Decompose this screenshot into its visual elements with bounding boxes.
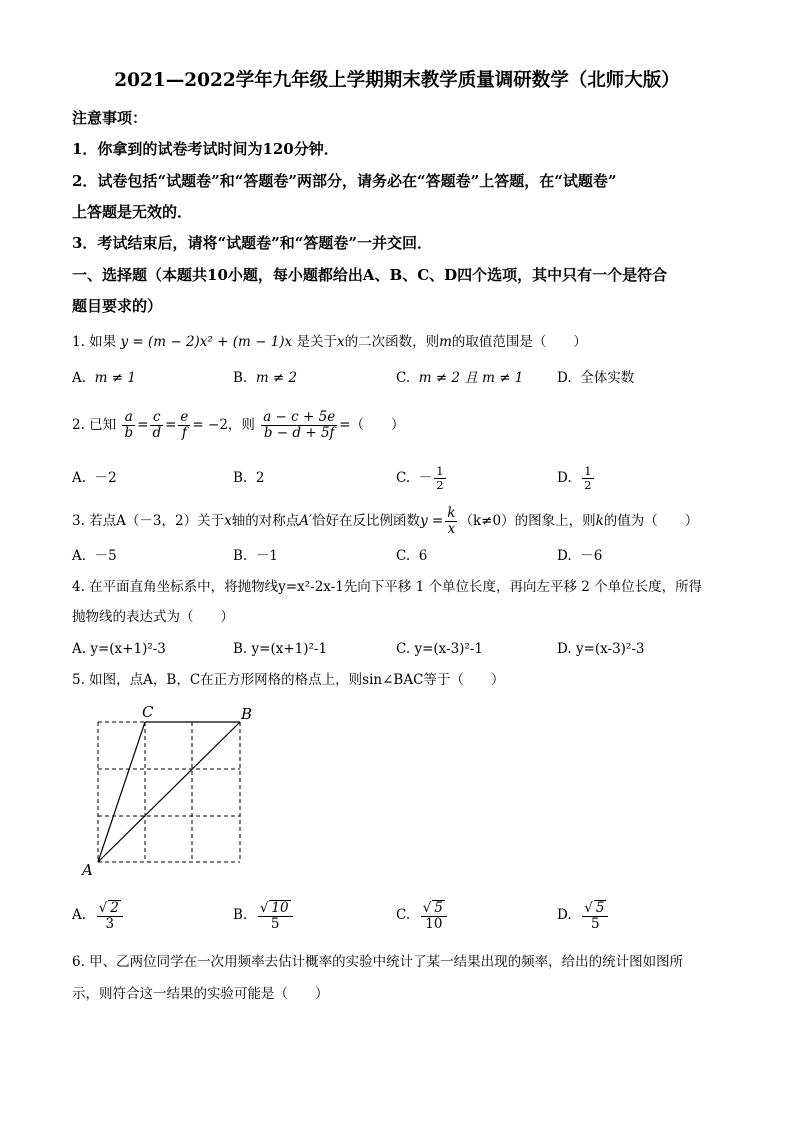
q1-var-m: m xyxy=(439,334,452,350)
q2-frac-c-d xyxy=(150,410,163,441)
frac-num: a xyxy=(122,410,135,426)
frac-den: 10 xyxy=(425,915,443,932)
option-label: A. xyxy=(72,907,87,923)
option-frac xyxy=(97,900,123,932)
q1-option-c[interactable] xyxy=(396,368,523,388)
question-6: 6. 甲、乙两位同学在一次用频率去估计概率的实验中统计了某一结果出现的频率，给出的统计图如图所 xyxy=(72,954,684,970)
question-3 xyxy=(72,504,698,538)
option-text: －2 xyxy=(94,470,117,486)
option-text: m ≠ 2 且 m ≠ 1 xyxy=(418,370,524,386)
segment-ab xyxy=(98,722,240,862)
radicand: 5 xyxy=(595,899,605,916)
point-label-a: A xyxy=(82,861,93,879)
option-frac xyxy=(258,900,293,932)
option-text: － xyxy=(418,470,433,486)
frac-num: k xyxy=(447,505,456,521)
radicand: 2 xyxy=(110,899,119,916)
q3-axis: x xyxy=(224,513,232,529)
option-text: －5 xyxy=(94,548,117,564)
q5-option-b[interactable] xyxy=(233,896,295,934)
option-frac xyxy=(421,900,447,932)
option-frac xyxy=(582,900,608,932)
notice-heading: 注意事项： xyxy=(72,109,148,127)
q2-option-b[interactable] xyxy=(233,468,264,488)
option-text: y=(x+1)²-3 xyxy=(90,641,166,657)
q2-option-d[interactable] xyxy=(557,462,596,494)
option-label: A. xyxy=(72,641,87,657)
frac-den: x xyxy=(447,521,456,537)
q2-option-a[interactable] xyxy=(72,468,117,488)
option-text: －1 xyxy=(255,548,278,564)
option-label: B. xyxy=(233,370,248,386)
q3-mid: 轴的对称点 xyxy=(231,513,300,529)
q3-prefix: 3. 若点 xyxy=(72,513,117,529)
radicand: 5 xyxy=(434,899,443,916)
q3-point-a: A（－3，2）关于 xyxy=(116,513,225,529)
q3-point-a2: A xyxy=(299,513,309,529)
frac-den: b − d + 5f xyxy=(263,425,335,441)
q3-option-b[interactable] xyxy=(233,546,278,566)
notice-item-3: 3．考试结束后，请将“试题卷”和“答题卷”一并交回． xyxy=(72,234,432,252)
q4-option-a[interactable] xyxy=(72,639,166,659)
option-label: D. xyxy=(557,470,572,486)
q1-formula: y = (m − 2)x² + (m − 1)x xyxy=(120,334,293,350)
option-label: B. xyxy=(233,470,248,486)
q4-option-d[interactable] xyxy=(557,639,645,659)
frac-num: 1 xyxy=(584,464,592,478)
page-title: 2021—2022学年九年级上学期期末教学质量调研数学（北师大版） xyxy=(114,70,680,91)
q2-prefix: 2. 已知 xyxy=(72,417,117,433)
q3-frac xyxy=(445,506,457,537)
option-label: D. xyxy=(557,907,572,923)
option-text: 2 xyxy=(255,470,265,486)
option-text: m ≠ 1 xyxy=(94,370,136,386)
option-label: B. xyxy=(233,907,248,923)
option-text: y=(x-3)²-1 xyxy=(414,641,483,657)
option-label: A. xyxy=(72,370,87,386)
frac-den: 2 xyxy=(436,478,444,492)
q5-option-a[interactable] xyxy=(72,896,125,934)
option-label: C. xyxy=(396,641,411,657)
option-text: y=(x-3)²-3 xyxy=(575,641,645,657)
q4-option-c[interactable] xyxy=(396,639,483,659)
frac-den: 2 xyxy=(584,478,592,492)
option-label: D. xyxy=(557,548,572,564)
q5-grid-figure xyxy=(78,700,258,880)
question-4: 4. 在平面直角坐标系中，将抛物线y=x²-2x-1先向下平移 1 个单位长度，再向左平移 2 个单位长度，所得 xyxy=(72,579,703,595)
q2-eq: = −2 xyxy=(192,417,228,433)
option-label: D. xyxy=(557,641,572,657)
point-label-c: C xyxy=(142,703,154,721)
q3-option-a[interactable] xyxy=(72,546,117,566)
q1-option-b[interactable] xyxy=(233,368,297,388)
q1-text-c: 的取值范围是（ ） xyxy=(451,334,587,350)
option-frac xyxy=(582,465,593,492)
option-text: 全体实数 xyxy=(580,370,635,386)
q2-frac-a-b xyxy=(122,410,135,441)
option-label: C. xyxy=(396,470,411,486)
question-5: 5. 如图，点A，B，C在正方形网格的格点上，则sin∠BAC等于（ ） xyxy=(72,672,505,688)
q3-cond: （k≠0）的图象上，则 xyxy=(459,513,596,529)
option-label: C. xyxy=(396,370,411,386)
question-2: 2. 已知 $\frac{a}{b}$ = $\frac{c}{d}$ = $\frac{e}{f}$ = −2，则 $\frac{a - c + 5e}{b - d + 5f}$ =（ ） xyxy=(72,409,405,441)
option-label: A. xyxy=(72,548,87,564)
q1-var-x: x xyxy=(336,334,345,350)
q2-option-c[interactable] xyxy=(396,462,448,494)
frac-den: 5 xyxy=(591,915,600,932)
option-text: y=(x+1)²-1 xyxy=(251,641,328,657)
q1-prefix: 1. 如果 xyxy=(72,334,117,350)
q2-frac-e-f xyxy=(178,410,190,441)
notice-item-2: 2．试卷包括“试题卷”和“答题卷”两部分，请务必在“答题卷”上答题，在“试题卷” xyxy=(72,172,617,190)
frac-den: d xyxy=(152,425,162,441)
option-label: B. xyxy=(233,548,248,564)
q2-end: =（ ） xyxy=(339,417,405,433)
frac-num: e xyxy=(180,409,189,425)
q1-text-b: 的二次函数，则 xyxy=(344,334,440,350)
question-4-cont: 抛物线的表达式为（ ） xyxy=(72,609,234,625)
point-label-b: B xyxy=(241,705,253,723)
option-text: －6 xyxy=(580,548,603,564)
section-heading: 一、选择题（本题共10小题，每小题都给出A、B、C、D四个选项，其中只有一个是符合 xyxy=(72,266,668,284)
segment-ac xyxy=(98,722,145,862)
notice-item-1: 1．你拿到的试卷考试时间为120分钟． xyxy=(72,140,339,158)
option-label: B. xyxy=(233,641,248,657)
option-text: m ≠ 2 xyxy=(255,370,298,386)
question-1 xyxy=(72,332,587,352)
section-heading-cont: 题目要求的） xyxy=(72,297,163,315)
frac-num: √ 10 xyxy=(258,900,293,917)
frac-num: a − c + 5e xyxy=(263,409,336,425)
frac-den: 5 xyxy=(270,915,280,932)
frac-den: 3 xyxy=(105,915,115,932)
option-label: A. xyxy=(72,470,87,486)
q3-option-d[interactable] xyxy=(557,546,602,566)
option-frac xyxy=(434,465,445,492)
q1-text-a: 是关于 xyxy=(296,334,337,350)
notice-item-2-cont: 上答题是无效的． xyxy=(72,203,193,221)
q3-mid2: ′恰好在反比例函数 xyxy=(308,513,421,529)
q5-option-d[interactable] xyxy=(557,896,610,934)
frac-num: √ 5 xyxy=(582,900,608,917)
q3-var-k: k xyxy=(595,513,604,529)
q3-func: y = xyxy=(420,513,444,529)
q2-big-frac xyxy=(261,410,337,441)
frac-num: √ 5 xyxy=(421,900,447,917)
frac-den: f xyxy=(181,425,187,441)
q4-option-b[interactable] xyxy=(233,639,327,659)
question-6-cont: 示，则符合这一结果的实验可能是（ ） xyxy=(72,986,329,1002)
frac-num: 1 xyxy=(436,464,444,478)
q2-mid: ，则 xyxy=(227,417,255,433)
frac-num: √ 2 xyxy=(97,900,123,917)
option-label: C. xyxy=(396,907,411,923)
q3-option-c[interactable] xyxy=(396,546,427,566)
q3-end: 的值为（ ） xyxy=(603,513,699,529)
q5-option-c[interactable] xyxy=(396,896,449,934)
radicand: 10 xyxy=(271,899,289,916)
frac-den: b xyxy=(124,425,134,441)
frac-num: c xyxy=(150,410,163,426)
q1-option-a[interactable] xyxy=(72,368,136,388)
option-label: C. xyxy=(396,548,411,564)
q1-option-d[interactable] xyxy=(557,368,634,388)
option-label: D. xyxy=(557,370,572,386)
option-text: 6 xyxy=(418,548,428,564)
